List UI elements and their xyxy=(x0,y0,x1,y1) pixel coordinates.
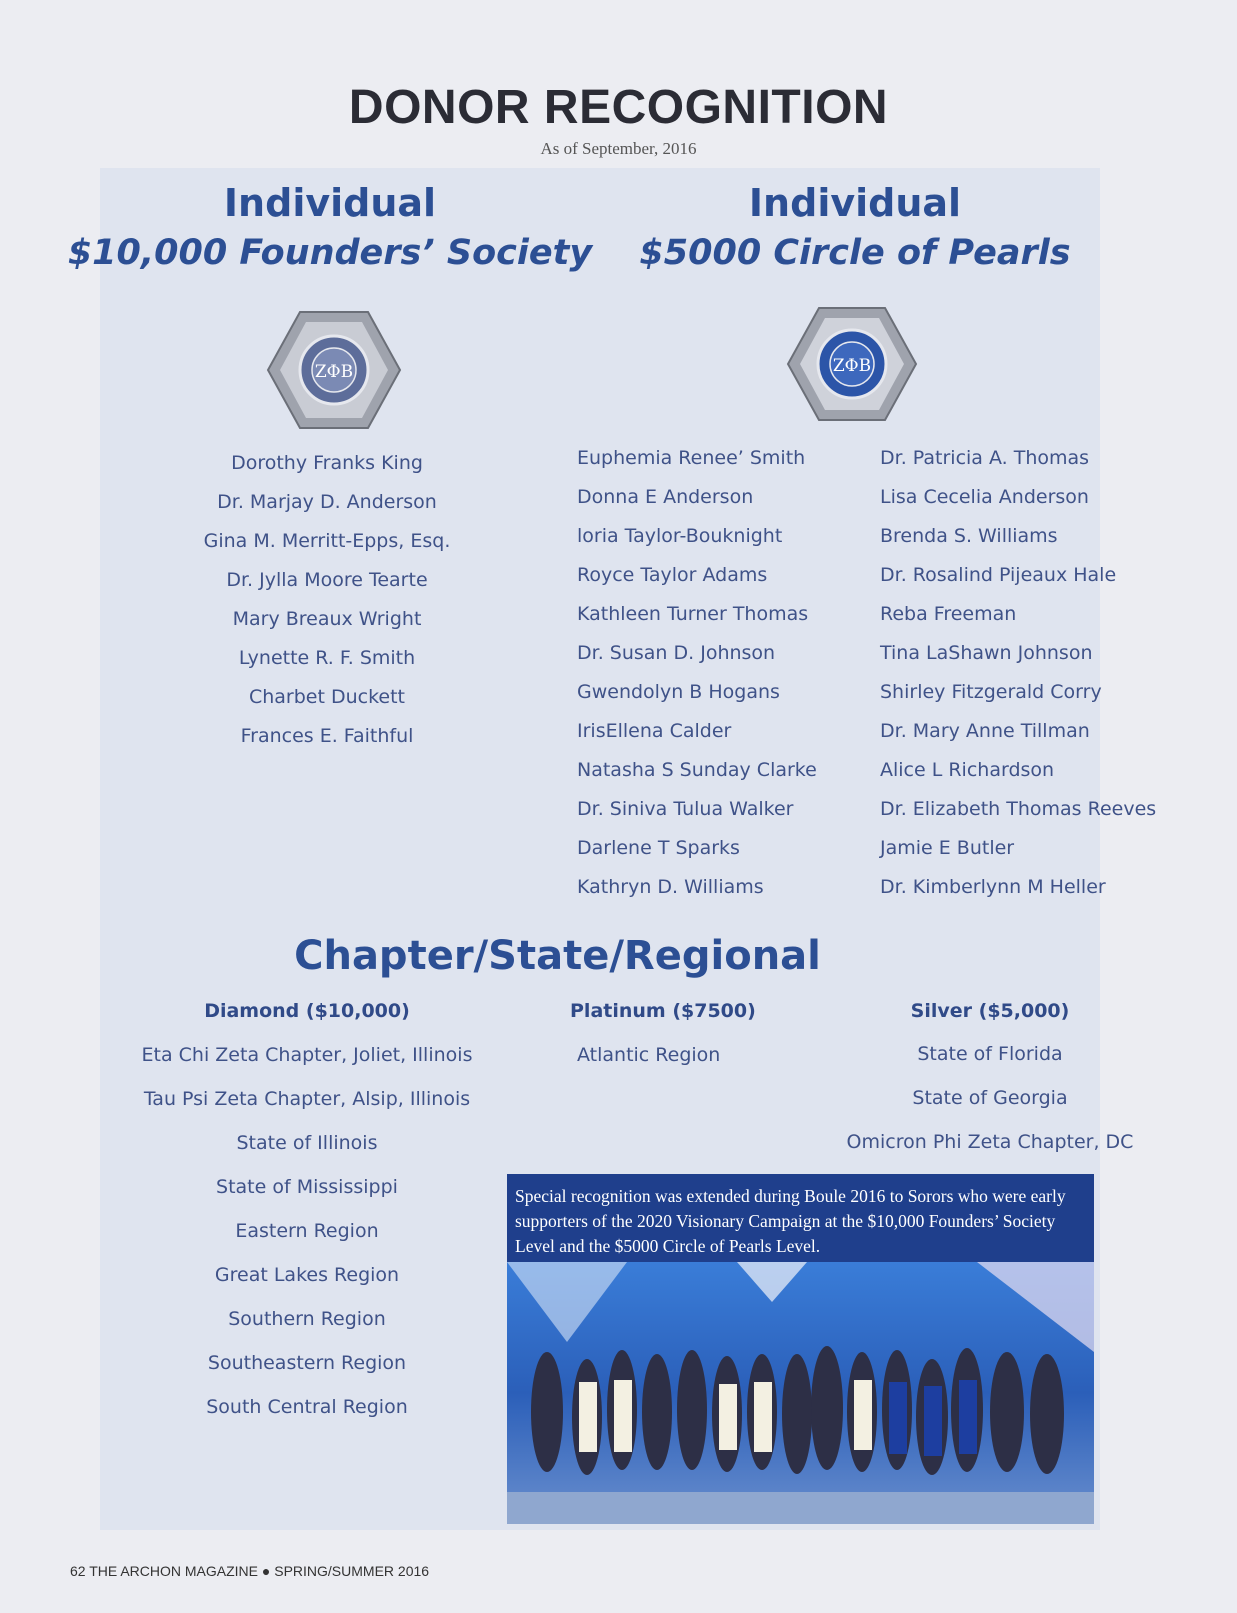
list-item: Kathryn D. Williams xyxy=(577,876,764,898)
list-item: Jamie E Butler xyxy=(880,837,1015,859)
list-item: Dr. Elizabeth Thomas Reeves xyxy=(880,798,1157,820)
list-item: Dr. Susan D. Johnson xyxy=(577,642,776,664)
list-item: Atlantic Region xyxy=(577,1044,721,1066)
silver-tier-list xyxy=(840,1043,1140,1175)
list-item: Charbet Duckett xyxy=(248,686,406,708)
list-item: State of Illinois xyxy=(236,1132,378,1154)
list-item: Tina LaShawn Johnson xyxy=(880,642,1093,664)
list-item: loria Taylor-Bouknight xyxy=(577,525,783,547)
list-item: Royce Taylor Adams xyxy=(577,564,768,586)
list-item: Dr. Jylla Moore Tearte xyxy=(226,569,428,591)
list-item: Reba Freeman xyxy=(880,603,1017,625)
list-item: Brenda S. Williams xyxy=(880,525,1058,547)
zeta-phi-beta-seal-icon xyxy=(786,306,918,422)
founders-heading-line1: Individual xyxy=(223,181,437,225)
zeta-phi-beta-seal-icon xyxy=(266,310,402,430)
svg-text:ZΦB: ZΦB xyxy=(314,362,354,382)
list-item: South Central Region xyxy=(206,1396,408,1418)
list-item: Dr. Rosalind Pijeaux Hale xyxy=(880,564,1117,586)
list-item: Tau Psi Zeta Chapter, Alsip, Illinois xyxy=(143,1088,471,1110)
list-item: Dorothy Franks King xyxy=(231,452,423,474)
list-item: Eastern Region xyxy=(235,1220,379,1242)
diamond-tier-label: Diamond ($10,000) xyxy=(204,1000,410,1022)
list-item: Gina M. Merritt-Epps, Esq. xyxy=(203,530,451,552)
pearls-name-list-col2 xyxy=(880,447,1180,915)
platinum-tier-label: Platinum ($7500) xyxy=(570,1000,756,1022)
list-item: Great Lakes Region xyxy=(214,1264,400,1286)
list-item: Lynette R. F. Smith xyxy=(238,647,416,669)
pearls-heading xyxy=(620,178,1090,278)
list-item: Omicron Phi Zeta Chapter, DC xyxy=(846,1131,1134,1153)
founders-heading-line2: $10,000 Founders’ Society xyxy=(67,233,593,273)
page-subtitle: As of September, 2016 xyxy=(540,139,697,158)
list-item: Gwendolyn B Hogans xyxy=(577,681,780,703)
pearls-name-list-col1 xyxy=(577,447,847,915)
silver-tier-label: Silver ($5,000) xyxy=(910,1000,1070,1022)
list-item: State of Florida xyxy=(917,1043,1063,1065)
list-item: State of Georgia xyxy=(912,1087,1068,1109)
list-item: Alice L Richardson xyxy=(880,759,1055,781)
list-item: Shirley Fitzgerald Corry xyxy=(880,681,1102,703)
platinum-tier-list xyxy=(577,1044,720,1088)
page-footer: 62 THE ARCHON MAGAZINE ● SPRING/SUMMER 2016 xyxy=(70,1563,430,1579)
diamond-tier-list xyxy=(127,1044,487,1440)
list-item: IrisEllena Calder xyxy=(577,720,732,742)
photo-caption: Special recognition was extended during Boule 2016 to Sorors who were early supporters of the 2020 Visionary Campaign at the $10,000 Founders’ Society Level and the $5000 Circle of Pearls Level. xyxy=(515,1186,1066,1256)
pearls-heading-line2: $5000 Circle of Pearls xyxy=(639,233,1071,273)
svg-text:ZΦB: ZΦB xyxy=(832,356,872,376)
list-item: Southern Region xyxy=(228,1308,386,1330)
list-item: Donna E Anderson xyxy=(577,486,754,508)
list-item: Dr. Kimberlynn M Heller xyxy=(880,876,1106,898)
founders-heading xyxy=(60,178,600,278)
list-item: Kathleen Turner Thomas xyxy=(577,603,809,625)
page-title: DONOR RECOGNITION xyxy=(348,81,889,134)
founders-name-list xyxy=(177,452,477,764)
photo-box xyxy=(507,1174,1094,1524)
list-item: Frances E. Faithful xyxy=(240,725,414,747)
list-item: Natasha S Sunday Clarke xyxy=(577,759,817,781)
list-item: Dr. Mary Anne Tillman xyxy=(880,720,1090,742)
group-photo-icon xyxy=(507,1262,1094,1524)
list-item: Lisa Cecelia Anderson xyxy=(880,486,1089,508)
chapter-heading: Chapter/State/Regional xyxy=(294,933,821,979)
list-item: Euphemia Renee’ Smith xyxy=(577,447,806,469)
list-item: Dr. Marjay D. Anderson xyxy=(217,491,437,513)
list-item: Southeastern Region xyxy=(207,1352,407,1374)
list-item: Mary Breaux Wright xyxy=(232,608,422,630)
pearls-heading-line1: Individual xyxy=(748,181,962,225)
list-item: Darlene T Sparks xyxy=(577,837,740,859)
list-item: Dr. Patricia A. Thomas xyxy=(880,447,1090,469)
list-item: Eta Chi Zeta Chapter, Joliet, Illinois xyxy=(141,1044,473,1066)
list-item: State of Mississippi xyxy=(216,1176,398,1198)
list-item: Dr. Siniva Tulua Walker xyxy=(577,798,794,820)
